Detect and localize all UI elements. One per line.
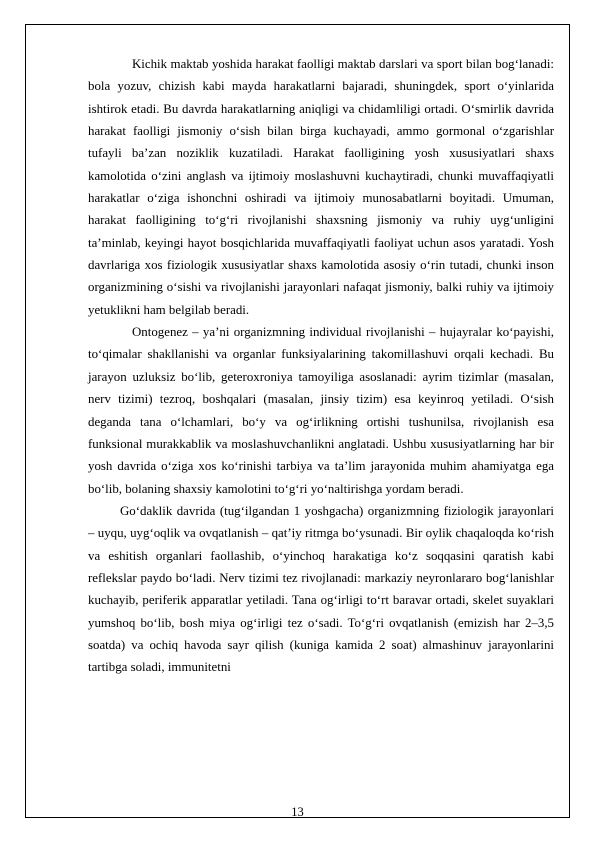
document-body [88, 53, 554, 679]
paragraph-motor-activity: Kichik maktab yoshida harakat faolligi maktab darslari va sport bilan bog‘lanadi: bola yozuv, chizish kabi mayda harakatlarni bajaradi, shuningdek, sport o‘yinlarida ishtirok etadi. Bu davrda harakatlarning aniqligi va chidamliligi ortadi. O‘smirlik davrida harakat faolligi jismoniy o‘sish bilan birga kuchayadi, ammo gormonal o‘zgarishlar tufayli ba’zan noziklik kuzatiladi. Harakat faolligining yosh xususiyatlari shaxs kamolotida o‘zini anglash va ijtimoiy moslashuvni kuchaytiradi, chunki muvaffaqiyatli harakatlar o‘ziga ishonchni oshiradi va ijtimoiy munosabatlarni boyitadi. Umuman, harakat faolligining to‘g‘ri rivojlanishi shaxsning jismoniy va ruhiy uyg‘unligini ta’minlab, keyingi hayot bosqichlarida muvaffaqiyatli faoliyat uchun asos yaratadi. Yosh davrlariga xos fiziologik xususiyatlar shaxs kamolotida asosiy o‘rin tutadi, chunki inson organizmining o‘sishi va rivojlanishi jarayonlari nafaqat jismoniy, balki ruhiy va ijtimoiy yetuklikni ham belgilab beradi. [88, 57, 554, 317]
paragraph-ontogenesis: Ontogenez – ya’ni organizmning individual rivojlanishi – hujayralar ko‘payishi, to‘qimalar shakllanishi va organlar funksiyalarining takomillashuvi orqali kechadi. Bu jarayon uzluksiz bo‘lib, geteroxroniya tamoyiliga asoslanadi: ayrim tizimlar (masalan, nerv tizimi) tezroq, boshqalari (masalan, jinsiy tizim) esa keyinroq yetiladi. O‘sish deganda tana o‘lchamlari, bo‘y va og‘irlikning ortishi tushunilsa, rivojlanish esa funksional murakkablik va moslashuvchanlikni anglatadi. Ushbu xususiyatlarning har bir yosh davrida o‘ziga xos ko‘rinishi tarbiya va ta’lim jarayonida muhim ahamiyatga ega bo‘lib, bolaning shaxsiy kamolotini to‘g‘ri yo‘naltirishga yordam beradi. [88, 325, 554, 496]
paragraph-infancy: Go‘daklik davrida (tug‘ilgandan 1 yoshgacha) organizmning fiziologik jarayonlari – uyqu, uyg‘oqlik va ovqatlanish – qat’iy ritmga bo‘ysunadi. Bir oylik chaqaloqda ko‘rish va eshitish organlari faollashib, o‘yinchoq harakatiga ko‘z soqqasini qaratish kabi reflekslar paydo bo‘ladi. Nerv tizimi tez rivojlanadi: markaziy neyronlararo bog‘lanishlar kuchayib, periferik apparatlar yetiladi. Tana og‘irligi to‘rt baravar ortadi, skelet suyaklari yumshoq bo‘lib, bosh miya og‘irligi tez o‘sadi. To‘g‘ri ovqatlanish (emizish har 2–3,5 soatda) va ochiq havoda sayr qilish (kuniga kamida 2 soat) almashinuv jarayonlarini tartibga soladi, immunitetni [88, 503, 554, 675]
page-number: 13 [291, 805, 304, 819]
